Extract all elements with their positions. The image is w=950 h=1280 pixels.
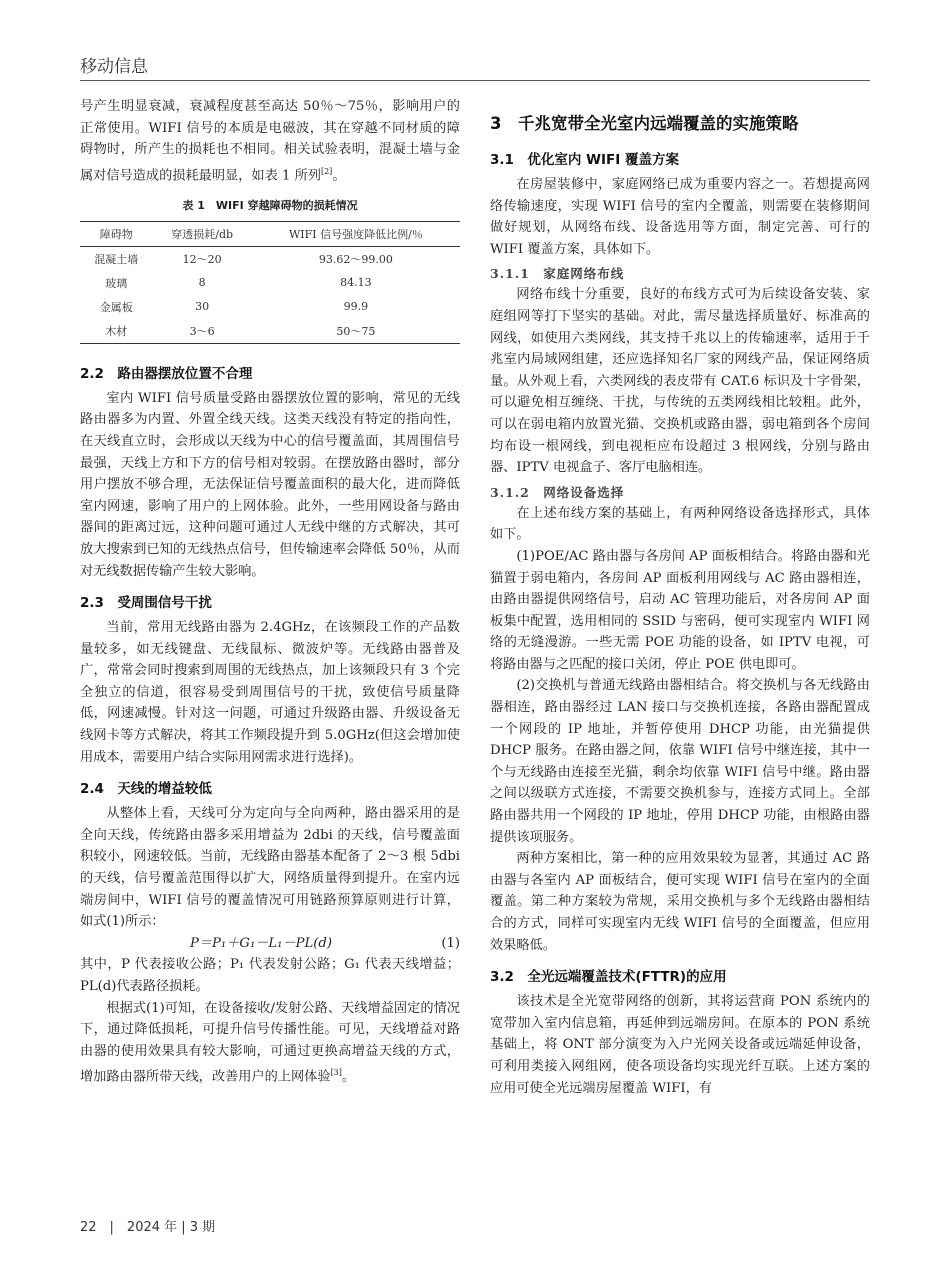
table-cell: 84.13 bbox=[340, 276, 372, 290]
chapter-heading-3: 3 千兆宽带全光室内远端覆盖的实施策略 bbox=[490, 114, 799, 133]
table-row bbox=[80, 319, 460, 344]
table-cell: 12～20 bbox=[182, 252, 222, 266]
subsection-heading-3-1-2: 3.1.2 网络设备选择 bbox=[490, 484, 625, 500]
paragraph: 其中，P 代表接收公路；P₁ 代表发射公路；G₁ 代表天线增益；PL(d)代表路径损耗。 bbox=[80, 957, 460, 995]
table-cell: 30 bbox=[195, 300, 210, 314]
paragraph: 两种方案相比，第一种的应用效果较为显著，其通过 AC 路由器与各室内 AP 面板结合，便可实现 WIFI 信号在室内的全面覆盖。第二种方案较为常规，采用交换机与多个无线路由器相结合的方式，同样可实现室内无线 WIFI 信号的全面覆盖，但应用效果略低。 bbox=[490, 851, 870, 953]
table-cell: 50～75 bbox=[336, 324, 376, 338]
paragraph: 根据式(1)可知，在设备接收/发射公路、天线增益固定的情况下，通过降低损耗，可提升信号传播性能。可见，天线增益对路由器的使用效果具有较大影响，可通过更换高增益天线的方式，增加路由器所带天线，改善用户的上网体验[3]。 bbox=[80, 1000, 460, 1085]
paragraph: 在房屋装修中，家庭网络已成为重要内容之一。若想提高网络传输速度，实现 WIFI 信号的室内全覆盖，则需要在装修期间做好规划，从网络布线、设备选用等方面，制定完善、可行的 WIFI 覆盖方案，具体如下。 bbox=[490, 177, 870, 257]
table-header: WIFI 信号强度降低比例/％ bbox=[288, 227, 423, 241]
paragraph: 网络布线十分重要，良好的布线方式可为后续设备安装、家庭组网等打下坚实的基础。对此，需尽量选择质量好、标准高的网线，如使用六类网线，其支持千兆以上的传输速率，适用于千兆室内局域网组建，还应选择知名厂家的网线产品，保证网络质量。从外观上看，六类网线的表皮带有 CAT.6 标识及十字骨架，可以避免相互缠绕、干扰，与传统的五类网线相比较粗。此外，可以在弱电箱内放置光猫、交换机或路由器，弱电箱到各个房间均布设一根网线，到电视柜应布设超过 3 根网线，分别与路由器、IPTV 电视盒子、客厅电脑相连。 bbox=[490, 287, 870, 476]
table-cell: 混凝土墙 bbox=[94, 252, 139, 266]
paragraph: 当前，常用无线路由器为 2.4GHz，在该频段工作的产品数量较多，如无线键盘、无线鼠标、微波炉等。无线路由器普及广，常常会同时搜索到周围的无线热点，加上该频段只有 3 个完全独立的信道，很容易受到周围信号的干扰，致使信号质量降低，网速减慢。针对这一问题，可通过升级路由器、升级设备无线网卡等方式解决，将其工作频段提升到 5.0GHz(但这会增加使用成本，需要用户结合实际用网需求进行选择)。 bbox=[80, 620, 460, 765]
intro-paragraph: 号产生明显衰减，衰减程度甚至高达 50％～75％，影响用户的正常使用。WIFI 信号的本质是电磁波，其在穿越不同材质的障碍物时，所产生的损耗也不相同。相关试验表明，混凝土墙与金属对信号造成的损耗最明显，如表 1 所列[2]。 bbox=[80, 99, 460, 184]
formula-number: (1) bbox=[441, 935, 460, 951]
table-cell: 99.9 bbox=[343, 300, 369, 314]
journal-header: 移动信息 bbox=[80, 57, 148, 77]
section-heading-2-2: 2.2 路由器摆放位置不合理 bbox=[80, 365, 253, 382]
paragraph: 从整体上看，天线可分为定向与全向两种，路由器采用的是全向天线，传统路由器多采用增益为 2dbi 的天线，信号覆盖面积较小，网速较低。当前，无线路由器基本配备了 2～3 根 5dbi 的天线，信号覆盖范围得以扩大，网络质量得到提升。在室内远端房间中，WIFI 信号的覆盖情况可用链路预算原则进行计算，如式(1)所示： bbox=[80, 806, 460, 930]
table-row bbox=[80, 271, 460, 295]
table-cell: 金属板 bbox=[99, 300, 133, 314]
citation: [2] bbox=[320, 166, 333, 176]
header-rule bbox=[80, 80, 870, 81]
paragraph: 该技术是全光宽带网络的创新，其将运营商 PON 系统内的宽带加入室内信息箱，再延伸到远端房间。在原本的 PON 系统基础上，将 ONT 部分演变为入户光网关设备或远端延伸设备，可利用类接入网组网，使各项设备均实现光纤互联。上述方案的应用可使全光远端房屋覆盖 WIFI，有 bbox=[490, 994, 870, 1096]
table-row bbox=[80, 246, 460, 271]
table-header-row bbox=[80, 221, 460, 246]
formula bbox=[80, 933, 460, 955]
table-cell: 93.62～99.00 bbox=[318, 252, 393, 266]
section-heading-2-4: 2.4 天线的增益较低 bbox=[80, 781, 212, 798]
table-cell: 3～6 bbox=[189, 324, 215, 338]
paragraph: 在上述布线方案的基础上，有两种网络设备选择形式，具体如下。 bbox=[490, 505, 870, 543]
table-caption: 表 1 WIFI 穿越障碍物的损耗情况 bbox=[182, 198, 358, 212]
loss-table bbox=[80, 221, 460, 344]
section-heading-3-1: 3.1 优化室内 WIFI 覆盖方案 bbox=[490, 152, 679, 168]
formula-expression: P＝P₁＋G₁－L₁－PL(d) bbox=[190, 935, 333, 951]
section-heading-2-3: 2.3 受周围信号干扰 bbox=[80, 595, 212, 612]
paragraph: (2)交换机与普通无线路由器相结合。将交换机与各无线路由器相连，路由器经过 LAN 接口与交换机连接，各路由器配置成一个网段的 IP 地址，并暂停使用 DHCP 功能，由光猫提供 DHCP 服务。在路由器之间，依靠 WIFI 信号中继连接，其中一个与无线路由连接至光猫，剩余均依靠 WIFI 信号中继。路由器之间以级联方式连接，不需要交换机参与，连接方式同上。全部路由器共用一个网段的 IP 地址，停用 DHCP 功能，由根路由器提供该项服务。 bbox=[490, 678, 870, 845]
paragraph: (1)POE/AC 路由器与各房间 AP 面板相结合。将路由器和光猫置于弱电箱内，各房间 AP 面板利用网线与 AC 路由器相连，由路由器提供网络信号，启动 AC 管理功能后，对各房间 AP 面板集中配置，选用相同的 SSID 与密码，便可实现室内 WIFI 网络的无缝漫游。一些无需 POE 功能的设备，如 IPTV 电视，可将路由器与之匹配的接口关闭，停止 POE 供电即可。 bbox=[490, 548, 870, 672]
left-column bbox=[80, 96, 460, 1088]
table-cell: 8 bbox=[198, 276, 206, 290]
table-cell: 玻璃 bbox=[105, 276, 128, 290]
table-header: 障碍物 bbox=[99, 227, 133, 241]
citation: [3] bbox=[330, 1068, 342, 1078]
table-cell: 木材 bbox=[105, 324, 128, 338]
paragraph: 室内 WIFI 信号质量受路由器摆放位置的影响，常见的无线路由器多为内置、外置全线天线。这类天线没有特定的指向性，在天线直立时，会形成以天线为中心的信号覆盖面，其周围信号最强，天线上方和下方的信号相对较弱。在摆放路由器时，部分用户摆放不够合理，无法保证信号覆盖面积的最大化，进而降低室内网速，影响了用户的上网体验。此外，一些用网设备与路由器间的距离过远，这种问题可通过人无线中继的方式解决，其可放大搜索到已知的无线热点信号，但传输速率会降低 50％，从而对无线数据传输产生较大影响。 bbox=[80, 390, 460, 579]
right-column bbox=[490, 96, 870, 1099]
table-row bbox=[80, 295, 460, 319]
subsection-heading-3-1-1: 3.1.1 家庭网络布线 bbox=[490, 266, 625, 282]
page-footer: 22 | 2024 年 | 3 期 bbox=[80, 1220, 216, 1235]
table-header: 穿透损耗/db bbox=[171, 227, 234, 241]
section-heading-3-2: 3.2 全光远端覆盖技术(FTTR)的应用 bbox=[490, 969, 727, 986]
